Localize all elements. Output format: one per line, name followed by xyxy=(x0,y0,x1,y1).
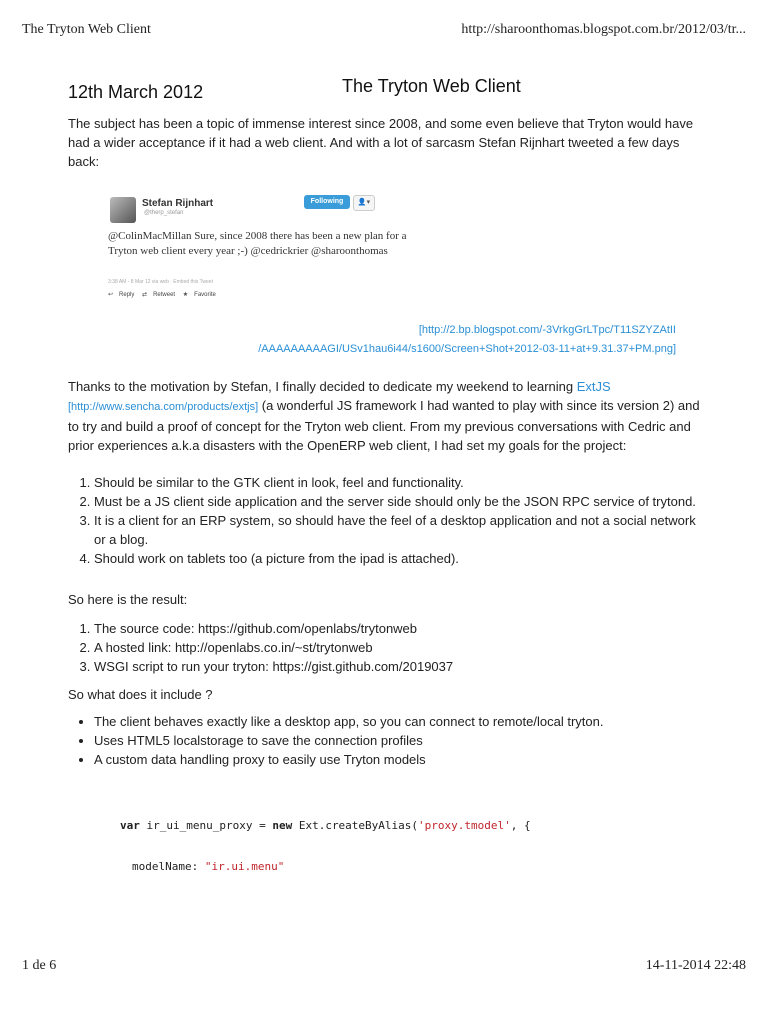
image-source-link[interactable] xyxy=(68,321,700,359)
reply-label: Reply xyxy=(119,292,135,298)
tweet-author-name: Stefan Rijnhart xyxy=(142,198,214,209)
goals-list xyxy=(68,473,700,568)
results-list xyxy=(68,619,700,676)
list-item: 1. Should be similar to the GTK client in look, feel and functionality. xyxy=(94,473,700,492)
post-header xyxy=(68,76,700,106)
avatar xyxy=(110,197,136,223)
image-link-line2[interactable]: /AAAAAAAAAGI/USv1hau6i44/s1600/Screen+Shot+2012-03-11+at+9.31.37+PM.png] xyxy=(258,343,676,355)
retweet-icon: ⇄ xyxy=(142,292,148,298)
motivation-text-a: Thanks to the motivation by Stefan, I finally decided to dedicate my weekend to learning xyxy=(68,379,577,394)
motivation-text-b: (a wonderful JS framework I had wanted to play with since its version 2) and to try and build a proof of concept for the Tryton web client. From my previous conversations with Cedric and prior experiences a.k.a disasters with the OpenERP web client, I had set my goals for the project: xyxy=(68,398,700,453)
list-item: 1. The source code: https://github.com/openlabs/trytonweb xyxy=(94,619,700,638)
page-number: 1 de 6 xyxy=(22,958,57,973)
tweet-screenshot xyxy=(108,195,408,305)
post-content xyxy=(68,76,700,873)
tweet-actions xyxy=(108,291,222,298)
code-keyword-var: var xyxy=(120,819,140,832)
tweet-text: @ColinMacMillan Sure, since 2008 there has been a new plan for a Tryton web client every year ;-) @cedrickrier @sharoonthomas xyxy=(108,230,407,257)
list-item: 4. Should work on tablets too (a picture from the ipad is attached). xyxy=(94,549,700,568)
following-button: Following xyxy=(304,195,350,209)
post-title: The Tryton Web Client xyxy=(342,76,521,96)
retweet-label: Retweet xyxy=(153,292,176,298)
reply-icon: ↩ xyxy=(108,292,114,298)
user-menu-icon: 👤▾ xyxy=(353,195,375,211)
code-text: ir_ui_menu_proxy = xyxy=(139,819,273,832)
result-intro: So here is the result: xyxy=(68,592,188,607)
list-item: • A custom data handling proxy to easily use Tryton models xyxy=(94,750,700,769)
list-item: 2. A hosted link: http://openlabs.co.in/~st/trytonweb xyxy=(94,638,700,657)
code-line-2 xyxy=(68,860,700,873)
list-item: 3. It is a client for an ERP system, so should have the feel of a desktop application and not a social network or a blog. xyxy=(94,511,700,549)
tweet-author-handle: @therp_stefan xyxy=(144,210,184,216)
print-header-url: http://sharoonthomas.blogspot.com.br/2012/03/tr... xyxy=(461,22,746,37)
motivation-paragraph xyxy=(68,377,700,455)
code-text: Ext.createByAlias( xyxy=(292,819,419,832)
image-link-line1[interactable]: [http://2.bp.blogspot.com/-3VrkgGrLTpc/T11SZYZAtII xyxy=(418,324,676,336)
include-intro: So what does it include ? xyxy=(68,687,213,702)
list-item: • The client behaves exactly like a desktop app, so you can connect to remote/local tryton. xyxy=(94,712,700,731)
code-keyword-new: new xyxy=(272,819,293,832)
code-string: "ir.ui.menu" xyxy=(204,860,285,873)
post-date: 12th March 2012 xyxy=(68,82,204,102)
list-item: 3. WSGI script to run your tryton: https://gist.github.com/2019037 xyxy=(94,657,700,676)
tweet-meta: 3:38 AM - 8 Mar 12 via web · Embed this Tweet xyxy=(108,279,213,285)
list-item: 2. Must be a JS client side application and the server side should only be the JSON RPC service of trytond. xyxy=(94,492,700,511)
code-text: , { xyxy=(510,819,531,832)
code-key: modelName: xyxy=(132,860,205,873)
features-list xyxy=(68,712,700,769)
list-item: • Uses HTML5 localstorage to save the connection profiles xyxy=(94,731,700,750)
code-line-1 xyxy=(68,819,700,832)
code-string: 'proxy.tmodel' xyxy=(418,819,511,832)
extjs-url-link[interactable]: [http://www.sencha.com/products/extjs] xyxy=(68,401,259,413)
print-timestamp: 14-11-2014 22:48 xyxy=(645,958,746,973)
favorite-label: Favorite xyxy=(194,292,216,298)
intro-paragraph: The subject has been a topic of immense interest since 2008, and some even believe that Tryton would have had a wider acceptance if it had a web client. And with a lot of sarcasm Stefan Rijnhart tweeted a few days back: xyxy=(68,116,694,169)
print-header-title: The Tryton Web Client xyxy=(22,22,151,37)
favorite-icon: ★ xyxy=(182,292,189,298)
extjs-link[interactable]: ExtJS xyxy=(576,379,611,394)
